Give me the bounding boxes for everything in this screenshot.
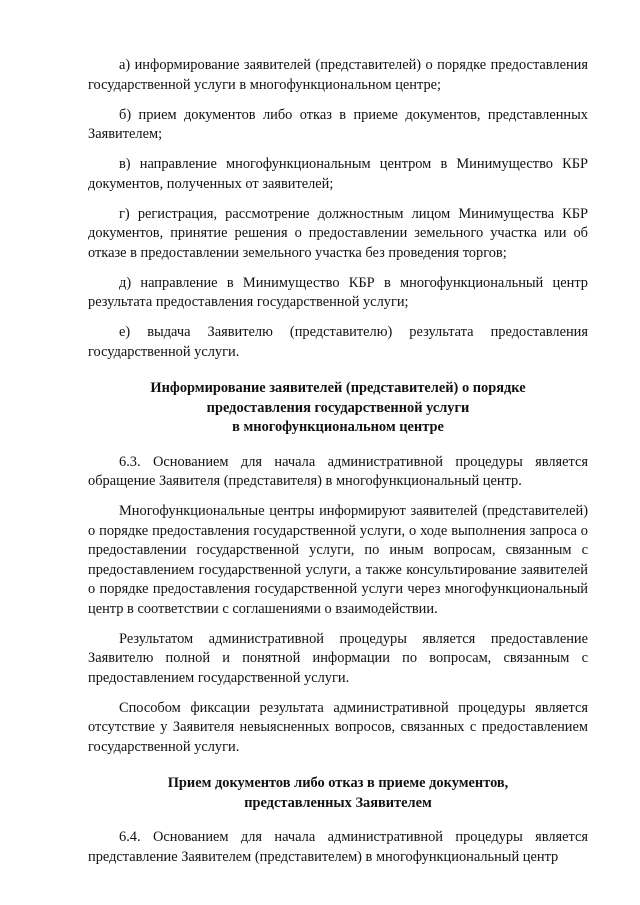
heading-line: представленных Заявителем xyxy=(244,794,432,811)
document-body xyxy=(88,56,588,878)
paragraph-6-3: 6.3. Основанием для начала административной процедуры является обращение Заявителя (представителя) в многофункциональный центр. xyxy=(88,453,588,489)
heading-line: Прием документов либо отказ в приеме документов, xyxy=(167,775,509,791)
paragraph-result: Результатом административной процедуры является предоставление Заявителю полной и понятной информации по вопросам, связанным с предоставлением государственной услуги. xyxy=(88,630,588,686)
list-item-a: а) информирование заявителей (представителей) о порядке предоставления государственной услуги в многофункциональном центре; xyxy=(88,57,588,93)
section-heading-reception xyxy=(88,774,588,813)
list-item-d: г) регистрация, рассмотрение должностным лицом Минимущества КБР документов, принятие решения о предоставлении земельного участка или об отказе в предоставлении земельного участка без проведения торгов; xyxy=(88,205,588,261)
list-item-f: е) выдача Заявителю (представителю) результата предоставления государственной услуги. xyxy=(88,324,588,360)
heading-line: в многофункциональном центре xyxy=(232,419,444,435)
heading-line: предоставления государственной услуги xyxy=(206,399,470,416)
paragraph-mfc-inform: Многофункциональные центры информируют заявителей (представителей) о порядке предоставления государственной услуги, о ходе выполнения запроса о предоставлении государственной услуги, по иным вопросам, связанным с предоставлением государственной услуги, а также консультирование заявителей о порядке предоставления государственной услуги через многофункциональный центр в соответствии с соглашениями о взаимодействии. xyxy=(88,503,588,617)
list-item-b: б) прием документов либо отказ в приеме документов, представленных Заявителем; xyxy=(88,106,588,142)
paragraph-6-4: 6.4. Основанием для начала административной процедуры является представление Заявителем (представителем) в многофункциональный центр xyxy=(88,829,588,865)
heading-line: Информирование заявителей (представителей) о порядке xyxy=(150,380,526,396)
section-heading-informing xyxy=(88,379,588,438)
list-item-c: в) направление многофункциональным центром в Минимущество КБР документов, полученных от заявителей; xyxy=(88,156,588,192)
paragraph-fixation: Способом фиксации результата административной процедуры является отсутствие у Заявителя невыясненных вопросов, связанных с предоставлением государственной услуги. xyxy=(88,699,588,755)
list-item-e: д) направление в Минимущество КБР в многофункциональный центр результата предоставления государственной услуги; xyxy=(88,274,588,310)
